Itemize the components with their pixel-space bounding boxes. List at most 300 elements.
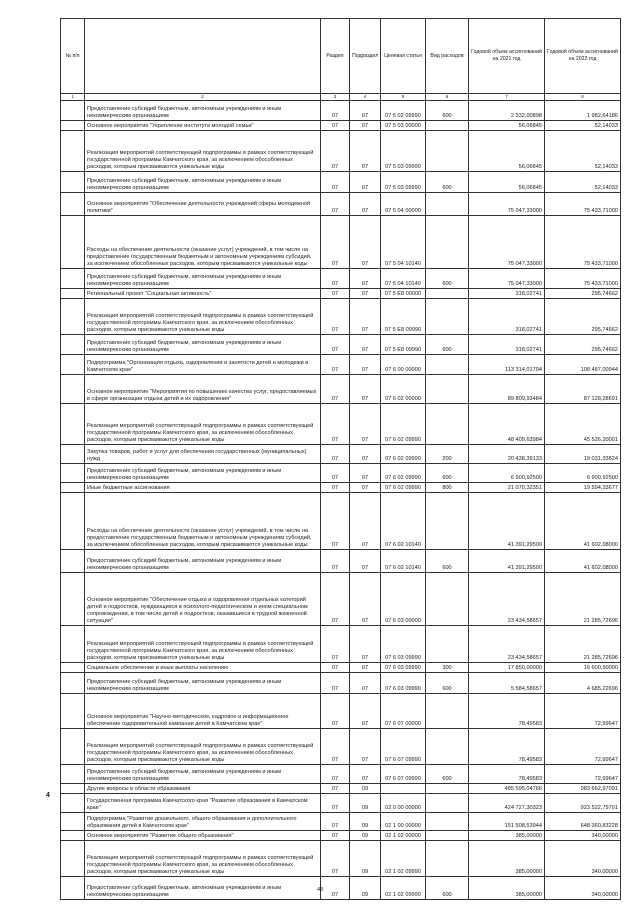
row-target-article-cell: 02 1 02 09990 bbox=[381, 841, 426, 877]
row-expense-type-cell bbox=[426, 289, 469, 299]
row-subsection-cell: 07 bbox=[350, 483, 381, 493]
row-expense-type-cell bbox=[426, 493, 469, 550]
row-expense-type-cell: 600 bbox=[426, 335, 469, 355]
row-expense-type-cell bbox=[426, 131, 469, 172]
row-target-article-cell: 02 1 02 00000 bbox=[381, 831, 426, 841]
row-section-cell: 07 bbox=[321, 335, 350, 355]
row-target-article-cell: 07 5 04 00000 bbox=[381, 193, 426, 216]
row-target-article-cell: 07 6 02 10140 bbox=[381, 493, 426, 550]
row-expense-type-cell bbox=[426, 121, 469, 131]
row-target-article-cell: 07 6 02 09990 bbox=[381, 483, 426, 493]
row-amount-2021-cell: 2 332,00898 bbox=[469, 101, 545, 121]
row-subsection-cell: 07 bbox=[350, 216, 381, 269]
row-name-cell: Государственная программа Камчатского края "Развитие образования в Камчатском крае" bbox=[85, 794, 321, 813]
table-row bbox=[61, 493, 621, 550]
row-target-article-cell: 07 5 03 09990 bbox=[381, 172, 426, 193]
row-amount-2021-cell: 21 070,32351 bbox=[469, 483, 545, 493]
row-amount-2022-cell: 19 594,33677 bbox=[545, 483, 621, 493]
header-expense-type: Вид расходов bbox=[426, 19, 469, 94]
row-target-article-cell: 07 6 02 00000 bbox=[381, 375, 426, 404]
budget-table bbox=[60, 18, 621, 900]
table-row bbox=[61, 216, 621, 269]
row-section-cell: 07 bbox=[321, 172, 350, 193]
row-amount-2022-cell: 41 602,08000 bbox=[545, 550, 621, 573]
row-expense-type-cell bbox=[426, 813, 469, 831]
row-number-cell bbox=[61, 404, 85, 445]
row-target-article-cell: 07 6 02 10140 bbox=[381, 550, 426, 573]
row-number-cell bbox=[61, 299, 85, 335]
row-amount-2021-cell: 385,00000 bbox=[469, 831, 545, 841]
row-expense-type-cell bbox=[426, 841, 469, 877]
row-amount-2022-cell: 72,99647 bbox=[545, 729, 621, 765]
table-row bbox=[61, 626, 621, 663]
table-body bbox=[61, 101, 621, 900]
row-subsection-cell: 07 bbox=[350, 765, 381, 784]
row-number-cell bbox=[61, 445, 85, 464]
row-section-cell: 07 bbox=[321, 573, 350, 626]
row-number-cell bbox=[61, 289, 85, 299]
table-row bbox=[61, 289, 621, 299]
row-amount-2022-cell: 108 487,00944 bbox=[545, 355, 621, 375]
row-subsection-cell: 07 bbox=[350, 131, 381, 172]
row-number-cell bbox=[61, 550, 85, 573]
table-row bbox=[61, 765, 621, 784]
row-expense-type-cell: 600 bbox=[426, 172, 469, 193]
row-section-cell: 07 bbox=[321, 784, 350, 794]
column-number-row bbox=[61, 94, 621, 101]
row-amount-2022-cell: 923 522,79701 bbox=[545, 794, 621, 813]
row-subsection-cell: 09 bbox=[350, 794, 381, 813]
row-section-cell: 07 bbox=[321, 483, 350, 493]
row-target-article-cell bbox=[381, 784, 426, 794]
row-amount-2022-cell: 340,00000 bbox=[545, 831, 621, 841]
row-subsection-cell: 09 bbox=[350, 841, 381, 877]
row-target-article-cell: 02 1 00 00000 bbox=[381, 813, 426, 831]
row-name-cell: Основное мероприятие "Обеспечение отдыха и оздоровления отдельных категорий детей и подростков, нуждающихся в психолого-педагогическом и ином специальном сопровождении, в том числе детей и подростков, оказавшихся в трудной жизненной ситуации" bbox=[85, 573, 321, 626]
row-expense-type-cell: 800 bbox=[426, 483, 469, 493]
column-number: 5 bbox=[381, 94, 426, 101]
row-section-cell: 07 bbox=[321, 626, 350, 663]
row-expense-type-cell: 600 bbox=[426, 673, 469, 694]
row-section-cell: 07 bbox=[321, 673, 350, 694]
row-subsection-cell: 07 bbox=[350, 289, 381, 299]
row-amount-2022-cell: 45 526,20001 bbox=[545, 404, 621, 445]
table-row bbox=[61, 784, 621, 794]
row-amount-2022-cell: 52,14033 bbox=[545, 121, 621, 131]
row-expense-type-cell bbox=[426, 375, 469, 404]
header-target-article: Целевая статья bbox=[381, 19, 426, 94]
row-section-cell: 07 bbox=[321, 269, 350, 289]
column-number: 1 bbox=[61, 94, 85, 101]
row-name-cell: Предоставление субсидий бюджетным, автономным учреждениям и иным некоммерческим организациям bbox=[85, 877, 321, 900]
row-subsection-cell: 07 bbox=[350, 626, 381, 663]
row-target-article-cell: 07 6 07 00000 bbox=[381, 694, 426, 729]
row-number-cell bbox=[61, 464, 85, 483]
row-section-cell: 07 bbox=[321, 841, 350, 877]
row-target-article-cell: 07 6 07 09990 bbox=[381, 765, 426, 784]
table-row bbox=[61, 121, 621, 131]
row-section-cell: 07 bbox=[321, 289, 350, 299]
row-subsection-cell: 09 bbox=[350, 813, 381, 831]
row-section-cell: 07 bbox=[321, 813, 350, 831]
row-amount-2021-cell: 75 047,33000 bbox=[469, 193, 545, 216]
row-subsection-cell: 07 bbox=[350, 172, 381, 193]
header-amount-2022: Годовой объем ассигнований на 2022 год bbox=[545, 19, 621, 94]
row-target-article-cell: 07 5 04 10140 bbox=[381, 269, 426, 289]
row-amount-2021-cell: 113 314,01704 bbox=[469, 355, 545, 375]
table-row bbox=[61, 355, 621, 375]
row-number-cell bbox=[61, 493, 85, 550]
row-amount-2022-cell: 72,99647 bbox=[545, 765, 621, 784]
row-subsection-cell: 07 bbox=[350, 121, 381, 131]
row-target-article-cell: 07 6 02 09990 bbox=[381, 404, 426, 445]
table-row bbox=[61, 101, 621, 121]
row-section-cell: 07 bbox=[321, 216, 350, 269]
row-section-cell: 07 bbox=[321, 794, 350, 813]
row-amount-2021-cell: 318,02741 bbox=[469, 335, 545, 355]
row-target-article-cell: 07 5 Е8 00000 bbox=[381, 289, 426, 299]
row-name-cell: Реализация мероприятий соответствующей подпрограммы в рамках соответствующей государственной программы Камчатского края, за исключением обособленных расходов, которым присваиваются уникальные коды bbox=[85, 626, 321, 663]
row-name-cell: Предоставление субсидий бюджетным, автономным учреждениям и иным некоммерческим организациям bbox=[85, 673, 321, 694]
row-amount-2021-cell: 385,00000 bbox=[469, 877, 545, 900]
row-amount-2022-cell: 648 360,83228 bbox=[545, 813, 621, 831]
row-expense-type-cell: 600 bbox=[426, 550, 469, 573]
row-expense-type-cell bbox=[426, 729, 469, 765]
row-subsection-cell: 07 bbox=[350, 464, 381, 483]
row-amount-2021-cell: 385,00000 bbox=[469, 841, 545, 877]
row-target-article-cell: 07 5 Е8 09990 bbox=[381, 335, 426, 355]
row-number-cell bbox=[61, 483, 85, 493]
row-amount-2021-cell: 75 047,33000 bbox=[469, 216, 545, 269]
row-amount-2021-cell: 424 727,30323 bbox=[469, 794, 545, 813]
row-target-article-cell: 07 5 04 10140 bbox=[381, 216, 426, 269]
row-amount-2022-cell: 75 433,71000 bbox=[545, 216, 621, 269]
row-number-cell bbox=[61, 626, 85, 663]
table-row bbox=[61, 445, 621, 464]
row-section-cell: 07 bbox=[321, 694, 350, 729]
row-target-article-cell: 07 5 02 09990 bbox=[381, 101, 426, 121]
row-number-cell bbox=[61, 101, 85, 121]
row-expense-type-cell bbox=[426, 216, 469, 269]
row-expense-type-cell bbox=[426, 355, 469, 375]
row-name-cell: Предоставление субсидий бюджетным, автономным учреждениям и иным некоммерческим организациям bbox=[85, 335, 321, 355]
row-subsection-cell: 07 bbox=[350, 663, 381, 673]
row-section-cell: 07 bbox=[321, 729, 350, 765]
row-name-cell: Основное мероприятие "Научно-методическое, кадровое и информационное обеспечение оздоровительной кампании детей в Камчатском крае" bbox=[85, 694, 321, 729]
row-target-article-cell: 07 6 03 09990 bbox=[381, 673, 426, 694]
row-section-cell: 07 bbox=[321, 493, 350, 550]
column-number: 4 bbox=[350, 94, 381, 101]
row-amount-2022-cell: 75 433,71000 bbox=[545, 269, 621, 289]
row-amount-2021-cell: 17 850,00000 bbox=[469, 663, 545, 673]
row-name-cell: Расходы на обеспечение деятельности (оказание услуг) учреждений, в том числе на предоставление государственным бюджетным и автономным учреждениям субсидий, за исключением обособленных расходов, которым присваиваются уникальные коды bbox=[85, 216, 321, 269]
row-expense-type-cell bbox=[426, 404, 469, 445]
header-name bbox=[85, 19, 321, 94]
table-row bbox=[61, 813, 621, 831]
row-target-article-cell: 07 6 02 09990 bbox=[381, 464, 426, 483]
row-name-cell: Основное мероприятие "Развитие общего образования" bbox=[85, 831, 321, 841]
row-amount-2022-cell: 72,99647 bbox=[545, 694, 621, 729]
row-number-cell bbox=[61, 765, 85, 784]
row-subsection-cell: 07 bbox=[350, 573, 381, 626]
row-number-cell bbox=[61, 573, 85, 626]
row-name-cell: Реализация мероприятий соответствующей подпрограммы в рамках соответствующей государственной программы Камчатского края, за исключением обособленных расходов, которым присваиваются уникальные коды bbox=[85, 131, 321, 172]
table-row bbox=[61, 404, 621, 445]
row-amount-2021-cell: 56,06845 bbox=[469, 131, 545, 172]
column-number: 2 bbox=[85, 94, 321, 101]
row-section-cell: 07 bbox=[321, 831, 350, 841]
row-amount-2021-cell: 151 508,53944 bbox=[469, 813, 545, 831]
row-section-cell: 07 bbox=[321, 663, 350, 673]
table-row bbox=[61, 673, 621, 694]
row-amount-2022-cell: 75 433,71000 bbox=[545, 193, 621, 216]
row-amount-2022-cell: 87 128,28691 bbox=[545, 375, 621, 404]
row-name-cell: Основное мероприятие "Укрепление института молодой семьи" bbox=[85, 121, 321, 131]
row-expense-type-cell bbox=[426, 626, 469, 663]
row-expense-type-cell: 600 bbox=[426, 101, 469, 121]
row-target-article-cell: 07 6 07 09990 bbox=[381, 729, 426, 765]
row-amount-2022-cell: 52,14033 bbox=[545, 172, 621, 193]
table-row bbox=[61, 269, 621, 289]
row-expense-type-cell bbox=[426, 573, 469, 626]
row-section-cell: 07 bbox=[321, 877, 350, 900]
budget-table-sheet bbox=[60, 18, 620, 900]
table-row bbox=[61, 573, 621, 626]
row-amount-2021-cell: 5 584,58657 bbox=[469, 673, 545, 694]
row-expense-type-cell bbox=[426, 794, 469, 813]
row-name-cell: Другие вопросы в области образования bbox=[85, 784, 321, 794]
row-name-cell: Подпрограмма "Развитие дошкольного, общего образования и дополнительного образования детей в Камчатском крае" bbox=[85, 813, 321, 831]
row-amount-2022-cell: 1 982,64186 bbox=[545, 101, 621, 121]
row-number-cell bbox=[61, 663, 85, 673]
row-number-cell bbox=[61, 673, 85, 694]
row-number-cell bbox=[61, 269, 85, 289]
table-row bbox=[61, 794, 621, 813]
row-amount-2022-cell: 295,74662 bbox=[545, 299, 621, 335]
row-number-cell bbox=[61, 131, 85, 172]
row-number-cell bbox=[61, 355, 85, 375]
row-subsection-cell: 07 bbox=[350, 493, 381, 550]
row-subsection-cell: 07 bbox=[350, 445, 381, 464]
row-number-cell bbox=[61, 831, 85, 841]
row-expense-type-cell bbox=[426, 299, 469, 335]
row-section-cell: 07 bbox=[321, 404, 350, 445]
row-amount-2022-cell: 41 602,08000 bbox=[545, 493, 621, 550]
row-number-cell bbox=[61, 841, 85, 877]
header-section: Раздел bbox=[321, 19, 350, 94]
row-number-cell bbox=[61, 335, 85, 355]
row-amount-2021-cell: 78,49583 bbox=[469, 694, 545, 729]
row-section-cell: 07 bbox=[321, 550, 350, 573]
row-expense-type-cell: 600 bbox=[426, 269, 469, 289]
row-amount-2021-cell: 78,49583 bbox=[469, 765, 545, 784]
row-section-cell: 07 bbox=[321, 464, 350, 483]
column-number: 7 bbox=[469, 94, 545, 101]
row-number-cell bbox=[61, 729, 85, 765]
row-amount-2022-cell: 21 285,72696 bbox=[545, 626, 621, 663]
row-subsection-cell: 07 bbox=[350, 299, 381, 335]
page-number: 48 bbox=[316, 887, 324, 893]
row-name-cell: Предоставление субсидий бюджетным, автономным учреждениям и иным некоммерческим организациям bbox=[85, 172, 321, 193]
row-expense-type-cell: 600 bbox=[426, 765, 469, 784]
table-row bbox=[61, 729, 621, 765]
row-number-cell bbox=[61, 813, 85, 831]
row-section-cell: 07 bbox=[321, 131, 350, 172]
row-subsection-cell: 07 bbox=[350, 355, 381, 375]
row-name-cell: Предоставление субсидий бюджетным, автономным учреждениям и иным некоммерческим организациям bbox=[85, 101, 321, 121]
row-amount-2022-cell: 295,74662 bbox=[545, 289, 621, 299]
table-row bbox=[61, 841, 621, 877]
row-amount-2021-cell: 41 391,29500 bbox=[469, 493, 545, 550]
row-target-article-cell: 07 5 03 00000 bbox=[381, 121, 426, 131]
row-subsection-cell: 07 bbox=[350, 673, 381, 694]
table-row bbox=[61, 375, 621, 404]
row-number-cell bbox=[61, 216, 85, 269]
table-row bbox=[61, 172, 621, 193]
row-name-cell: Предоставление субсидий бюджетным, автономным учреждениям и иным некоммерческим организациям bbox=[85, 269, 321, 289]
table-row bbox=[61, 335, 621, 355]
row-name-cell: Закупка товаров, работ и услуг для обеспечения государственных (муниципальных) нужд bbox=[85, 445, 321, 464]
row-name-cell: Предоставление субсидий бюджетным, автономным учреждениям и иным некоммерческим организациям bbox=[85, 550, 321, 573]
row-amount-2021-cell: 78,49583 bbox=[469, 729, 545, 765]
row-amount-2022-cell: 21 285,72696 bbox=[545, 573, 621, 626]
row-subsection-cell: 07 bbox=[350, 335, 381, 355]
row-name-cell: Реализация мероприятий соответствующей подпрограммы в рамках соответствующей государственной программы Камчатского края, за исключением обособленных расходов, которым присваиваются уникальные коды bbox=[85, 404, 321, 445]
row-amount-2021-cell: 318,02741 bbox=[469, 299, 545, 335]
row-expense-type-cell bbox=[426, 193, 469, 216]
header-num: № п/п bbox=[61, 19, 85, 94]
row-expense-type-cell bbox=[426, 831, 469, 841]
column-number: 8 bbox=[545, 94, 621, 101]
table-row bbox=[61, 299, 621, 335]
row-amount-2021-cell: 56,06845 bbox=[469, 172, 545, 193]
row-target-article-cell: 02 0 00 00000 bbox=[381, 794, 426, 813]
row-section-cell: 07 bbox=[321, 299, 350, 335]
row-amount-2022-cell: 340,00000 bbox=[545, 841, 621, 877]
header-subsection: Подраздел bbox=[350, 19, 381, 94]
row-subsection-cell: 07 bbox=[350, 193, 381, 216]
row-target-article-cell: 07 6 03 00000 bbox=[381, 573, 426, 626]
row-amount-2021-cell: 48 409,63984 bbox=[469, 404, 545, 445]
row-name-cell: Основное мероприятие "Обеспечение деятельности учреждений сферы молодежной политики" bbox=[85, 193, 321, 216]
row-expense-type-cell: 600 bbox=[426, 877, 469, 900]
table-row bbox=[61, 694, 621, 729]
row-number-cell bbox=[61, 375, 85, 404]
row-subsection-cell: 09 bbox=[350, 831, 381, 841]
row-name-cell: Предоставление субсидий бюджетным, автономным учреждениям и иным некоммерческим организациям bbox=[85, 765, 321, 784]
header-amount-2021: Годовой объем ассигнований на 2021 год bbox=[469, 19, 545, 94]
row-number-cell bbox=[61, 794, 85, 813]
row-amount-2022-cell: 340,00000 bbox=[545, 877, 621, 900]
row-name-cell: Региональный проект "Социальная активность" bbox=[85, 289, 321, 299]
row-amount-2021-cell: 89 809,93484 bbox=[469, 375, 545, 404]
row-amount-2022-cell: 4 685,22696 bbox=[545, 673, 621, 694]
row-subsection-cell: 07 bbox=[350, 729, 381, 765]
row-amount-2022-cell: 295,74662 bbox=[545, 335, 621, 355]
row-name-cell: Реализация мероприятий соответствующей подпрограммы в рамках соответствующей государственной программы Камчатского края, за исключением обособленных расходов, которым присваиваются уникальные коды bbox=[85, 729, 321, 765]
row-amount-2021-cell: 485 595,04766 bbox=[469, 784, 545, 794]
row-target-article-cell: 07 6 03 09990 bbox=[381, 663, 426, 673]
row-name-cell: Подпрограмма "Организация отдыха, оздоровления и занятости детей и молодежи в Камчатском крае" bbox=[85, 355, 321, 375]
row-target-article-cell: 07 5 Е8 09990 bbox=[381, 299, 426, 335]
row-name-cell: Иные бюджетные ассигнования bbox=[85, 483, 321, 493]
margin-mark: 4 bbox=[46, 792, 50, 799]
row-amount-2022-cell: 16 600,50000 bbox=[545, 663, 621, 673]
row-name-cell: Реализация мероприятий соответствующей подпрограммы в рамках соответствующей государственной программы Камчатского края, за исключением обособленных расходов, которым присваиваются уникальные коды bbox=[85, 299, 321, 335]
row-target-article-cell: 07 6 00 00000 bbox=[381, 355, 426, 375]
row-subsection-cell: 07 bbox=[350, 404, 381, 445]
row-amount-2021-cell: 23 434,58657 bbox=[469, 573, 545, 626]
row-target-article-cell: 07 6 02 09990 bbox=[381, 445, 426, 464]
table-row bbox=[61, 464, 621, 483]
row-subsection-cell: 09 bbox=[350, 784, 381, 794]
row-section-cell: 07 bbox=[321, 375, 350, 404]
table-row bbox=[61, 663, 621, 673]
row-section-cell: 07 bbox=[321, 193, 350, 216]
row-amount-2021-cell: 75 047,33000 bbox=[469, 269, 545, 289]
row-amount-2021-cell: 56,06845 bbox=[469, 121, 545, 131]
row-expense-type-cell bbox=[426, 694, 469, 729]
row-amount-2022-cell: 19 031,33824 bbox=[545, 445, 621, 464]
row-section-cell: 07 bbox=[321, 355, 350, 375]
row-subsection-cell: 07 bbox=[350, 101, 381, 121]
row-number-cell bbox=[61, 694, 85, 729]
table-row bbox=[61, 131, 621, 172]
row-name-cell: Основное мероприятие "Мероприятия по повышению качества услуг, предоставляемых в сфере организации отдыха детей и их оздоровления" bbox=[85, 375, 321, 404]
table-row bbox=[61, 193, 621, 216]
table-row bbox=[61, 831, 621, 841]
row-target-article-cell: 07 6 03 09990 bbox=[381, 626, 426, 663]
column-number: 3 bbox=[321, 94, 350, 101]
row-expense-type-cell: 600 bbox=[426, 464, 469, 483]
row-amount-2021-cell: 6 900,92500 bbox=[469, 464, 545, 483]
row-amount-2021-cell: 23 434,58657 bbox=[469, 626, 545, 663]
table-header-row bbox=[61, 19, 621, 94]
row-name-cell: Предоставление субсидий бюджетным, автономным учреждениям и иным некоммерческим организациям bbox=[85, 464, 321, 483]
row-section-cell: 07 bbox=[321, 445, 350, 464]
row-number-cell bbox=[61, 193, 85, 216]
row-name-cell: Социальное обеспечение и иные выплаты населению bbox=[85, 663, 321, 673]
row-subsection-cell: 07 bbox=[350, 375, 381, 404]
row-expense-type-cell bbox=[426, 784, 469, 794]
row-subsection-cell: 07 bbox=[350, 550, 381, 573]
row-section-cell: 07 bbox=[321, 765, 350, 784]
row-amount-2021-cell: 41 391,29500 bbox=[469, 550, 545, 573]
row-target-article-cell: 02 1 02 09990 bbox=[381, 877, 426, 900]
row-section-cell: 07 bbox=[321, 101, 350, 121]
table-row bbox=[61, 550, 621, 573]
row-target-article-cell: 07 5 03 09990 bbox=[381, 131, 426, 172]
row-subsection-cell: 07 bbox=[350, 269, 381, 289]
row-amount-2022-cell: 52,14033 bbox=[545, 131, 621, 172]
row-expense-type-cell: 200 bbox=[426, 445, 469, 464]
row-amount-2022-cell: 6 900,92500 bbox=[545, 464, 621, 483]
row-section-cell: 07 bbox=[321, 121, 350, 131]
row-amount-2022-cell: 983 662,97091 bbox=[545, 784, 621, 794]
row-name-cell: Расходы на обеспечение деятельности (оказание услуг) учреждений, в том числе на предоставление государственным бюджетным и автономным учреждениям субсидий, за исключением обособленных расходов, которым присваиваются уникальные коды bbox=[85, 493, 321, 550]
row-number-cell bbox=[61, 784, 85, 794]
row-subsection-cell: 07 bbox=[350, 694, 381, 729]
row-number-cell bbox=[61, 172, 85, 193]
column-number: 6 bbox=[426, 94, 469, 101]
row-amount-2021-cell: 20 438,39133 bbox=[469, 445, 545, 464]
row-name-cell: Реализация мероприятий соответствующей подпрограммы в рамках соответствующей государственной программы Камчатского края, за исключением обособленных расходов, которым присваиваются уникальные коды bbox=[85, 841, 321, 877]
row-number-cell bbox=[61, 121, 85, 131]
row-expense-type-cell: 300 bbox=[426, 663, 469, 673]
row-amount-2021-cell: 318,02741 bbox=[469, 289, 545, 299]
row-subsection-cell: 09 bbox=[350, 877, 381, 900]
table-row bbox=[61, 483, 621, 493]
